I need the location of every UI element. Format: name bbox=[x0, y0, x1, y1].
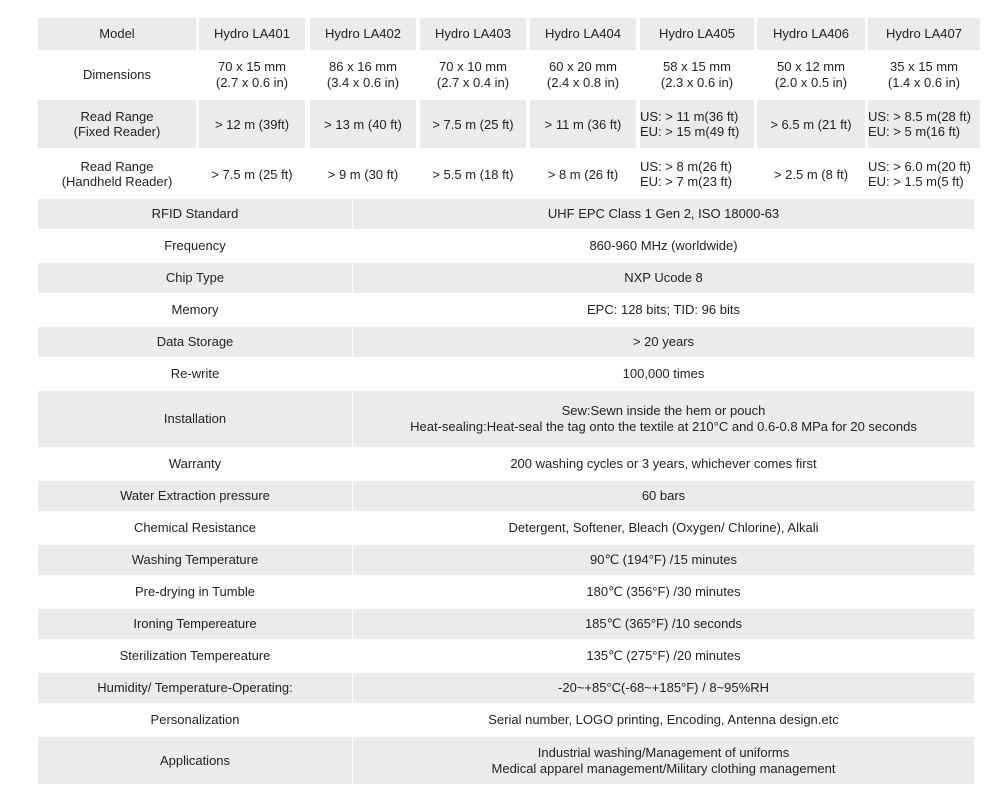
spec-value bbox=[353, 295, 974, 325]
dimensions-value-line: (2.0 x 0.5 in) bbox=[774, 75, 848, 90]
read-range-handheld-value-line: > 8 m (26 ft) bbox=[547, 166, 619, 182]
read-range-handheld-value bbox=[420, 150, 526, 198]
dimensions-value-line: 70 x 15 mm bbox=[218, 59, 286, 74]
spec-value-line: 60 bars bbox=[641, 488, 686, 503]
read-range-handheld-value-line: > 7.5 m (25 ft) bbox=[211, 166, 293, 182]
read-range-fixed-value-line: > 6.5 m (21 ft) bbox=[770, 116, 852, 132]
read-range-handheld-value bbox=[310, 150, 416, 198]
model-name-4: Hydro LA404 bbox=[530, 18, 636, 50]
spec-value-line: 860-960 MHz (worldwide) bbox=[589, 238, 738, 253]
read-range-fixed-value bbox=[868, 100, 980, 148]
dimensions-value-line: (2.3 x 0.6 in) bbox=[660, 75, 734, 90]
spec-label: Applications bbox=[38, 737, 352, 784]
spec-row bbox=[0, 481, 999, 511]
read-range-handheld-value bbox=[199, 150, 305, 198]
spec-row bbox=[0, 609, 999, 639]
spec-value-line: 135℃ (275°F) /20 minutes bbox=[586, 648, 741, 663]
spec-label: Sterilization Tempereature bbox=[119, 648, 271, 663]
spec-row bbox=[0, 673, 999, 703]
read-range-fixed-value-line: > 13 m (40 ft) bbox=[324, 116, 402, 132]
spec-value-line: -20~+85°C(-68~+185°F) / 8~95%RH bbox=[558, 680, 769, 695]
dimensions-value bbox=[868, 52, 980, 98]
read-range-handheld-row bbox=[0, 150, 999, 198]
spec-value bbox=[353, 359, 974, 389]
spec-value bbox=[353, 673, 974, 703]
spec-row bbox=[0, 513, 999, 543]
dimensions-value bbox=[530, 52, 636, 98]
read-range-handheld-value-line: > 9 m (30 ft) bbox=[327, 166, 399, 182]
read-range-fixed-value-line: US: > 11 m(36 ft) bbox=[640, 109, 739, 124]
spec-value bbox=[353, 327, 974, 357]
spec-value bbox=[353, 263, 974, 293]
spec-value bbox=[353, 641, 974, 671]
read-range-handheld-label-line: (Handheld Reader) bbox=[61, 174, 173, 189]
spec-label: Pre-drying in Tumble bbox=[135, 584, 255, 599]
spec-value-line: Detergent, Softener, Bleach (Oxygen/ Chlorine), Alkali bbox=[508, 520, 819, 535]
spec-row bbox=[0, 359, 999, 389]
model-header-row bbox=[0, 18, 999, 50]
read-range-handheld-value bbox=[868, 150, 980, 198]
model-name-6: Hydro LA406 bbox=[757, 18, 865, 50]
spec-value bbox=[353, 737, 974, 784]
dimensions-value bbox=[199, 52, 305, 98]
model-name-5: Hydro LA405 bbox=[640, 18, 754, 50]
spec-value bbox=[353, 449, 974, 479]
read-range-fixed-label-line: (Fixed Reader) bbox=[73, 124, 161, 139]
spec-value bbox=[353, 391, 974, 447]
spec-row bbox=[0, 641, 999, 671]
spec-row bbox=[0, 391, 999, 447]
spec-row bbox=[0, 263, 999, 293]
spec-label: Warranty bbox=[168, 456, 222, 471]
dimensions-value-line: 35 x 15 mm bbox=[890, 59, 958, 74]
dimensions-value-line: 58 x 15 mm bbox=[663, 59, 731, 74]
read-range-handheld-value bbox=[530, 150, 636, 198]
model-name-7: Hydro LA407 bbox=[868, 18, 980, 50]
read-range-fixed-label bbox=[38, 100, 196, 148]
spec-value-line: EPC: 128 bits; TID: 96 bits bbox=[587, 302, 740, 317]
spec-label: Installation bbox=[38, 391, 352, 447]
model-name-1: Hydro LA401 bbox=[199, 18, 305, 50]
read-range-fixed-value bbox=[420, 100, 526, 148]
read-range-fixed-value bbox=[310, 100, 416, 148]
read-range-fixed-label-line: Read Range bbox=[80, 109, 154, 124]
model-name-3: Hydro LA403 bbox=[420, 18, 526, 50]
spec-value-line: Sew:Sewn inside the hem or pouch bbox=[561, 403, 766, 418]
dimensions-value-line: (2.7 x 0.4 in) bbox=[436, 75, 510, 90]
read-range-handheld-value-line: > 2.5 m (8 ft) bbox=[773, 166, 849, 182]
read-range-fixed-value-line: US: > 8.5 m(28 ft) bbox=[868, 109, 971, 124]
spec-label: Personalization bbox=[150, 712, 240, 727]
spec-label: Humidity/ Temperature-Operating: bbox=[38, 673, 352, 703]
spec-row bbox=[0, 449, 999, 479]
read-range-handheld-value-line: US: > 6.0 m(20 ft) bbox=[868, 159, 971, 174]
spec-value-line: 90℃ (194°F) /15 minutes bbox=[590, 552, 737, 567]
dimensions-value-line: (2.4 x 0.8 in) bbox=[546, 75, 620, 90]
spec-value-line: Heat-sealing:Heat-seal the tag onto the textile at 210°C and 0.6-0.8 MPa for 20 seconds bbox=[410, 419, 917, 434]
spec-label: Frequency bbox=[164, 238, 226, 253]
spec-value-line: Industrial washing/Management of uniforms bbox=[537, 744, 790, 760]
dimensions-value-line: (1.4 x 0.6 in) bbox=[887, 75, 961, 90]
spec-label: Re-write bbox=[170, 366, 220, 381]
read-range-handheld-value bbox=[640, 150, 754, 198]
model-header-label: Model bbox=[38, 18, 196, 50]
dimensions-value bbox=[640, 52, 754, 98]
spec-value-line: Medical apparel management/Military clothing management bbox=[491, 760, 836, 776]
spec-value-line: 100,000 times bbox=[622, 366, 705, 381]
dimensions-label: Dimensions bbox=[83, 67, 151, 82]
dimensions-value bbox=[420, 52, 526, 98]
read-range-fixed-value-line: EU: > 15 m(49 ft) bbox=[640, 124, 740, 139]
dimensions-value bbox=[757, 52, 865, 98]
read-range-fixed-value-line: EU: > 5 m(16 ft) bbox=[868, 124, 961, 139]
spec-value bbox=[353, 513, 974, 543]
read-range-fixed-row bbox=[0, 100, 999, 148]
read-range-fixed-value bbox=[530, 100, 636, 148]
spec-row bbox=[0, 231, 999, 261]
read-range-fixed-value-line: > 7.5 m (25 ft) bbox=[432, 116, 514, 132]
read-range-handheld-value-line: EU: > 7 m(23 ft) bbox=[640, 174, 733, 189]
spec-row bbox=[0, 327, 999, 357]
spec-value-line: > 20 years bbox=[632, 334, 695, 349]
spec-row bbox=[0, 545, 999, 575]
model-name-2: Hydro LA402 bbox=[310, 18, 416, 50]
dimensions-value bbox=[310, 52, 416, 98]
read-range-handheld-value bbox=[757, 150, 865, 198]
read-range-fixed-value bbox=[757, 100, 865, 148]
spec-value bbox=[353, 609, 974, 639]
spec-label: Data Storage bbox=[38, 327, 352, 357]
spec-label: RFID Standard bbox=[38, 199, 352, 229]
read-range-handheld-value-line: > 5.5 m (18 ft) bbox=[432, 166, 514, 182]
spec-row bbox=[0, 737, 999, 784]
spec-value-line: Serial number, LOGO printing, Encoding, Antenna design.etc bbox=[488, 712, 839, 727]
spec-label: Ironing Tempereature bbox=[38, 609, 352, 639]
dimensions-value-line: (3.4 x 0.6 in) bbox=[326, 75, 400, 90]
spec-label: Water Extraction pressure bbox=[38, 481, 352, 511]
read-range-fixed-value bbox=[199, 100, 305, 148]
spec-value bbox=[353, 545, 974, 575]
dimensions-value-line: 50 x 12 mm bbox=[777, 59, 845, 74]
spec-value bbox=[353, 481, 974, 511]
spec-value bbox=[353, 231, 974, 261]
spec-value-line: 200 washing cycles or 3 years, whichever comes first bbox=[510, 456, 817, 471]
read-range-fixed-value bbox=[640, 100, 754, 148]
spec-label: Chip Type bbox=[38, 263, 352, 293]
dimensions-value-line: 86 x 16 mm bbox=[329, 59, 397, 74]
spec-label: Memory bbox=[171, 302, 219, 317]
spec-label: Chemical Resistance bbox=[133, 520, 257, 535]
spec-value bbox=[353, 577, 974, 607]
spec-value-line: UHF EPC Class 1 Gen 2, ISO 18000-63 bbox=[547, 206, 780, 221]
read-range-handheld-label bbox=[38, 150, 196, 198]
spec-value bbox=[353, 199, 974, 229]
read-range-handheld-value-line: US: > 8 m(26 ft) bbox=[640, 159, 733, 174]
read-range-fixed-value-line: > 12 m (39ft) bbox=[214, 116, 290, 132]
read-range-handheld-value-line: EU: > 1.5 m(5 ft) bbox=[868, 174, 964, 189]
read-range-handheld-label-line: Read Range bbox=[80, 159, 154, 174]
spec-row bbox=[0, 295, 999, 325]
spec-value-line: 185℃ (365°F) /10 seconds bbox=[584, 616, 743, 631]
spec-label: Washing Temperature bbox=[38, 545, 352, 575]
spec-value bbox=[353, 705, 974, 735]
spec-value-line: NXP Ucode 8 bbox=[624, 270, 703, 285]
spec-row bbox=[0, 577, 999, 607]
spec-row bbox=[0, 705, 999, 735]
spec-row bbox=[0, 199, 999, 229]
spec-value-line: 180℃ (356°F) /30 minutes bbox=[586, 584, 741, 599]
dimensions-value-line: 70 x 10 mm bbox=[439, 59, 507, 74]
dimensions-row bbox=[0, 52, 999, 98]
read-range-fixed-value-line: > 11 m (36 ft) bbox=[544, 116, 622, 132]
dimensions-value-line: 60 x 20 mm bbox=[549, 59, 617, 74]
dimensions-value-line: (2.7 x 0.6 in) bbox=[215, 75, 289, 90]
